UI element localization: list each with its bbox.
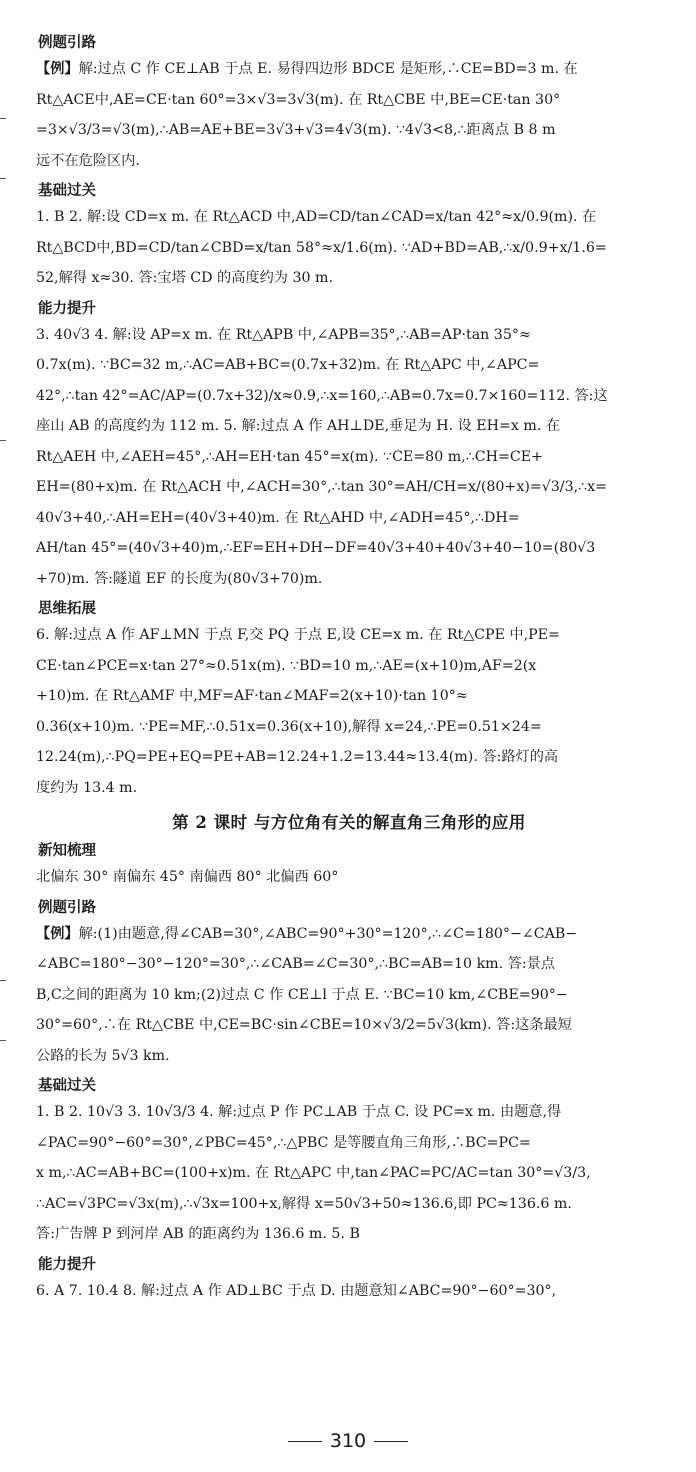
text-line: 度约为 13.4 m. xyxy=(36,779,138,796)
text-line: 3. 40√3 4. 解:设 AP=x m. 在 Rt△APB 中,∠APB=35°,∴AB=AP·tan 35°≈ xyxy=(36,326,531,343)
example-1-block xyxy=(36,54,662,176)
edge-mark xyxy=(0,118,6,119)
text-line: 公路的长为 5√3 km. xyxy=(36,1047,170,1064)
text-line: 12.24(m),∴PQ=PE+EQ=PE+AB=12.24+1.2=13.44≈13.4(m). 答:路灯的高 xyxy=(36,749,559,765)
new-knowledge-block xyxy=(36,862,662,893)
ability-2-block xyxy=(36,1276,662,1307)
edge-mark xyxy=(0,980,6,981)
dash-right xyxy=(374,1441,408,1442)
section-title-example-2: 例题引路 xyxy=(38,899,96,916)
dash-left xyxy=(288,1441,322,1442)
example-tag: 【例】 xyxy=(36,61,79,77)
text-line: ∠PAC=90°−60°=30°,∠PBC=45°,∴△PBC 是等腰直角三角形,∴BC=PC= xyxy=(36,1134,531,1151)
extension-block xyxy=(36,620,662,803)
basic-block xyxy=(36,202,662,294)
text-line: EH=(80+x)m. 在 Rt△ACH 中,∠ACH=30°,∴tan 30°=AH/CH=x/(80+x)=√3/3,∴x= xyxy=(36,479,608,495)
text-line: x m,∴AC=AB+BC=(100+x)m. 在 Rt△APC 中,tan∠PAC=PC/AC=tan 30°=√3/3, xyxy=(36,1165,591,1181)
text-line: Rt△ACE中,AE=CE·tan 60°=3×√3=3√3(m). 在 Rt△CBE 中,BE=CE·tan 30° xyxy=(36,91,561,108)
text-line: ∠ABC=180°−30°−120°=30°,∴∠CAB=∠C=30°,∴BC=AB=10 km. 答:景点 xyxy=(36,956,555,972)
text-line: 【例】解:过点 C 作 CE⊥AB 于点 E. 易得四边形 BDCE 是矩形,∴CE=BD=3 m. 在 xyxy=(36,61,578,77)
text-line: Rt△AEH 中,∠AEH=45°,∴AH=EH·tan 45°=x(m). ∵CE=80 m,∴CH=CE+ xyxy=(36,448,543,465)
edge-mark xyxy=(0,1040,6,1041)
page-number xyxy=(0,1430,696,1452)
text-line: 6. A 7. 10.4 8. 解:过点 A 作 AD⊥BC 于点 D. 由题意知∠ABC=90°−60°=30°, xyxy=(36,1282,557,1299)
section-title-basic: 基础过关 xyxy=(38,183,96,199)
section-title-ability: 能力提升 xyxy=(38,300,96,317)
example-2-block xyxy=(36,919,662,1072)
text-line: 【例】解:(1)由题意,得∠CAB=30°,∠ABC=90°+30°=120°,∴∠C=180°−∠CAB− xyxy=(36,925,578,942)
lesson-title: 第 2 课时 与方位角有关的解直角三角形的应用 xyxy=(172,813,526,832)
text-line: 1. B 2. 10√3 3. 10√3/3 4. 解:过点 P 作 PC⊥AB 于点 C. 设 PC=x m. 由题意,得 xyxy=(36,1104,562,1120)
ability-block xyxy=(36,320,662,595)
text-line: 52,解得 x≈30. 答:宝塔 CD 的高度约为 30 m. xyxy=(36,270,333,286)
text-line: 1. B 2. 解:设 CD=x m. 在 Rt△ACD 中,AD=CD/tan∠CAD=x/tan 42°≈x/0.9(m). 在 xyxy=(36,209,597,225)
section-title-example: 例题引路 xyxy=(38,35,96,51)
text-line: 0.7x(m). ∵BC=32 m,∴AC=AB+BC=(0.7x+32)m. 在 Rt△APC 中,∠APC= xyxy=(36,357,540,373)
basic-2-block xyxy=(36,1097,662,1250)
section-title-ability-2: 能力提升 xyxy=(38,1256,96,1273)
text-line: 北偏东 30° 南偏东 45° 南偏西 80° 北偏西 60° xyxy=(36,869,339,885)
text-line: 40√3+40,∴AH=EH=(40√3+40)m. 在 Rt△AHD 中,∠ADH=45°,∴DH= xyxy=(36,509,520,526)
text-line: 30°=60°,∴在 Rt△CBE 中,CE=BC·sin∠CBE=10×√3/2=5√3(km). 答:这条最短 xyxy=(36,1017,572,1033)
text-line: 6. 解:过点 A 作 AF⊥MN 于点 F,交 PQ 于点 E,设 CE=x m. 在 Rt△CPE 中,PE= xyxy=(36,627,560,643)
text-line: +10)m. 在 Rt△AMF 中,MF=AF·tan∠MAF=2(x+10)·tan 10°≈ xyxy=(36,688,468,704)
text-line: +70)m. 答:隧道 EF 的长度为(80√3+70)m. xyxy=(36,570,323,587)
example-tag: 【例】 xyxy=(36,925,79,942)
page-number-text: 310 xyxy=(329,1430,367,1452)
text-line: =3×√3/3=√3(m),∴AB=AE+BE=3√3+√3=4√3(m). ∵4√3<8,∴距离点 B 8 m xyxy=(36,122,556,138)
section-title-basic-2: 基础过关 xyxy=(38,1078,96,1094)
section-title-new-knowledge: 新知梳理 xyxy=(38,843,96,859)
text-line: 42°,∴tan 42°=AC/AP=(0.7x+32)/x≈0.9,∴x=160,∴AB=0.7x=0.7×160=112. 答:这 xyxy=(36,387,608,404)
text-line: 答:广告牌 P 到河岸 AB 的距离约为 136.6 m. 5. B xyxy=(36,1226,360,1242)
text-line: 0.36(x+10)m. ∵PE=MF,∴0.51x=0.36(x+10),解得 x=24,∴PE=0.51×24= xyxy=(36,718,542,735)
edge-mark xyxy=(0,178,6,179)
text-line: 座山 AB 的高度约为 112 m. 5. 解:过点 A 作 AH⊥DE,垂足为 H. 设 EH=x m. 在 xyxy=(36,418,561,434)
section-title-extension: 思维拓展 xyxy=(38,601,96,617)
text-line: B,C之间的距离为 10 km;(2)过点 C 作 CE⊥l 于点 E. ∵BC=10 km,∠CBE=90°− xyxy=(36,986,568,1003)
text-line: AH/tan 45°=(40√3+40)m,∴EF=EH+DH−DF=40√3+40+40√3+40−10=(80√3 xyxy=(36,540,596,556)
text-line: 远不在危险区内. xyxy=(36,152,140,169)
edge-mark xyxy=(0,440,6,441)
text-line: Rt△BCD中,BD=CD/tan∠CBD=x/tan 58°≈x/1.6(m). ∵AD+BD=AB,∴x/0.9+x/1.6= xyxy=(36,239,607,256)
text-line: ∴AC=√3PC=√3x(m),∴√3x=100+x,解得 x=50√3+50≈136.6,即 PC≈136.6 m. xyxy=(36,1195,572,1212)
text-line: CE·tan∠PCE=x·tan 27°≈0.51x(m). ∵BD=10 m,∴AE=(x+10)m,AF=2(x xyxy=(36,657,537,674)
